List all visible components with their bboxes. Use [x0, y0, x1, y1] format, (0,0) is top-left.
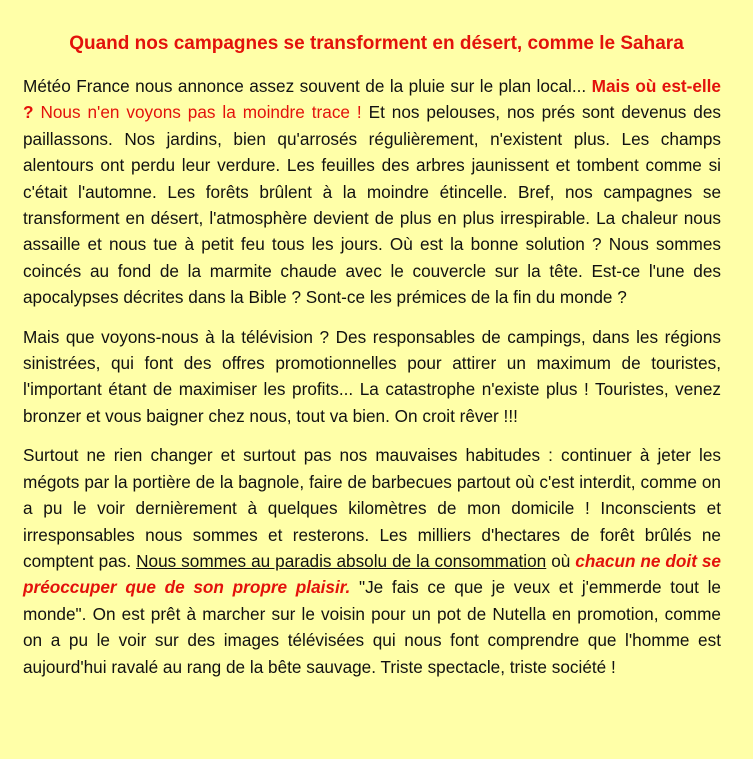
p1-text-2: Et nos pelouses, nos prés sont devenus des paillassons. Nos jardins, bien qu'arrosés régulièrement, n'existent plus. Les champs alentours ont perdu leur verdure. Les feuilles des arbres jaunissent et tombent comme si c'était l'automne. Les forêts brûlent à la moindre étincelle. Bref, nos campagnes se transforment en désert, l'atmosphère devient de plus en plus irrespirable. La chaleur nous assaille et nous tue à petit feu tous les jours. Où est la bonne solution ? Nous sommes coincés au fond de la marmite chaude avec le couvercle sur la tête. Est-ce l'une des apocalypses décrites dans la Bible ? Sont-ce les prémices de la fin du monde ?: [23, 102, 722, 308]
p1-emphasis-question: Mais où est-elle ?: [23, 76, 721, 123]
paragraph-2: Mais que voyons-nous à la télévision ? Des responsables de campings, dans les régions sinistrées, qui font des offres promotionnelles pour attirer un maximum de touristes, l'important étant de maximiser les profits... La catastrophe n'existe plus ! Touristes, venez bronzer et vous baigner chez nous, tout va bien. On croit rêver !!!: [23, 326, 721, 426]
p1-emphasis-no-trace: Nous n'en voyons pas la moindre trace !: [40, 102, 362, 123]
p3-emphasis-plaisir: chacun ne doit se préoccuper que de son propre plaisir.: [23, 550, 721, 598]
p3-text-3: "Je fais ce que je veux et j'emmerde tout le monde". On est prêt à marcher sur le voisin pour un pot de Nutella en promotion, comme on a pu le voir sur des images télévisées qui nous font comprendre que l'homme est aujourd'hui ravalé au rang de la bête sauvage. Triste spectacle, triste société !: [23, 577, 721, 677]
paragraph-3: [23, 442, 721, 680]
p1-text-1: Météo France nous annonce assez souvent de la pluie sur le plan local...: [23, 76, 592, 96]
paragraph-1: [23, 73, 721, 311]
article-title: Quand nos campagnes se transforment en désert, comme le Sahara: [69, 33, 684, 54]
p3-text-2: où: [546, 550, 576, 571]
p3-text-1: Surtout ne rien changer et surtout pas nos mauvaises habitudes : continuer à jeter les mégots par la portière de la bagnole, faire de barbecues partout où c'est interdit, comme on a pu le voir dernièrement à quelques kilomètres de mon domicile ! Inconscients et irresponsables nous sommes et resterons. Les milliers d'hectares de forêt brûlés ne comptent pas.: [23, 445, 721, 571]
p3-underlined-phrase: Nous sommes au paradis absolu de la consommation: [136, 550, 547, 571]
